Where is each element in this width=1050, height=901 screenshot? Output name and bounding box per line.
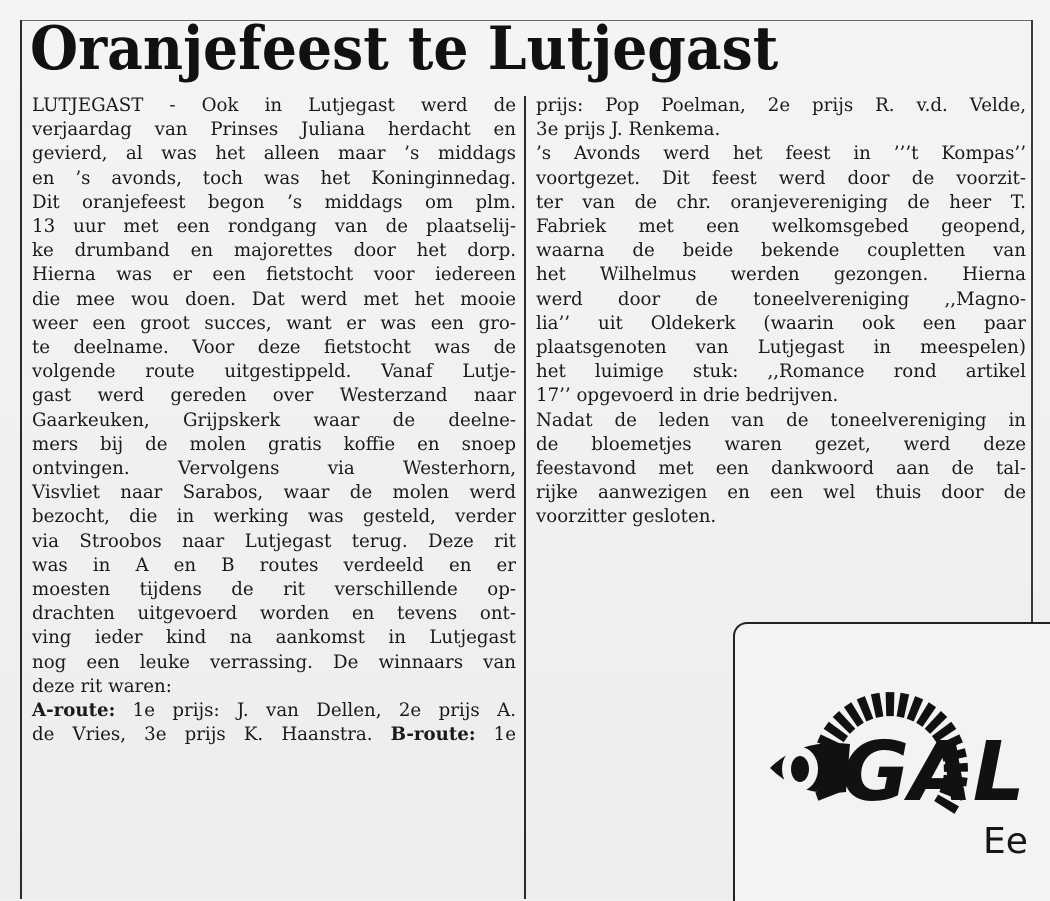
route-a-winners-cont: de Vries, 3e prijs K. Haanstra. [32, 724, 391, 746]
article-line: verjaardag van Prinses Juliana herdacht en [32, 119, 516, 141]
article-line: 3e prijs J. Renkema. [536, 119, 721, 141]
article-line: de bloemetjes waren gezet, werd deze [536, 433, 1026, 455]
article-line: Hierna was er een fietstocht voor iedereen [32, 264, 516, 286]
logo-ring-inner-icon [791, 756, 809, 782]
article-line: lia’’ uit Oldekerk (waarin ook een paar [536, 312, 1026, 334]
sun-ray [871, 693, 884, 718]
article-line: volgende route uitgestippeld. Vanaf Lutje- [32, 361, 516, 383]
article-line: moesten tijdens de rit verschillende op- [32, 579, 516, 601]
article-line: waarna de beide bekende coupletten van [536, 240, 1026, 262]
article-line: mers bij de molen gratis koffie en snoep [32, 433, 516, 455]
article-line: plaatsgenoten van Lutjegast in meespelen) [536, 337, 1026, 359]
article-line: Fabriek met een welkomsgebed geopend, [536, 216, 1026, 238]
article-line: gevierd, al was het alleen maar ’s middags [32, 143, 516, 165]
article-line: was in A en B routes verdeeld en er [32, 554, 516, 576]
article-line: ter van de chr. oranjevereniging de heer T. [536, 191, 1026, 213]
article-line: voortgezet. Dit feest werd door de voorzit- [536, 167, 1026, 189]
article-line: 13 uur met een rondgang van de plaatselij- [32, 216, 516, 238]
article-line: Visvliet naar Sarabos, waar de molen werd [32, 482, 516, 504]
article-line: Dit oranjefeest begon ’s middags om plm. [32, 191, 516, 213]
article-line: het luimige stuk: ,,Romance rond artikel [536, 361, 1026, 383]
advert-logo-text: GAL [842, 725, 1026, 820]
article-line: te deelname. Voor deze fietstocht was de [32, 337, 516, 359]
article-line: ke drumband en majorettes door het dorp. [32, 240, 516, 262]
article-line: ’s Avonds werd het feest in ’’’t Kompas’’ [536, 143, 1026, 165]
article-line: en ’s avonds, toch was het Koninginnedag. [32, 167, 516, 189]
article-line: ving ieder kind na aankomst in Lutjegast [32, 627, 516, 649]
sun-ray [897, 693, 910, 718]
article-line: via Stroobos naar Lutjegast terug. Deze rit [32, 530, 516, 552]
article-line: LUTJEGAST - Ook in Lutjegast werd de [32, 95, 516, 116]
article-line: drachten uitgevoerd worden en tevens ont- [32, 603, 516, 625]
article-line: feestavond met een dankwoord aan de tal- [536, 458, 1026, 480]
article-headline: Oranjefeest te Lutjegast [30, 14, 779, 84]
article-line: die mee wou doen. Dat werd met het mooie [32, 288, 516, 310]
route-a-label: A-route: [32, 700, 116, 721]
article-line: nog een leuke verrassing. De winnaars van [32, 651, 516, 673]
article-line: gast werd gereden over Westerzand naar [32, 385, 516, 407]
route-b-winners-start: 1e [475, 724, 516, 746]
article-line: deze rit waren: [32, 675, 172, 697]
article-line: bezocht, die in werking was gesteld, verder [32, 506, 516, 528]
article-line: Gaarkeuken, Grijpskerk waar de deelne- [32, 409, 516, 431]
article-line: prijs: Pop Poelman, 2e prijs R. v.d. Velde, [536, 95, 1026, 116]
article-line: Nadat de leden van de toneelvereniging in [536, 409, 1026, 431]
article-line: werd door de toneelvereniging ,,Magno- [536, 288, 1026, 310]
route-b-label: B-route: [390, 724, 476, 746]
article-line: 17’’ opgevoerd in drie bedrijven. [536, 385, 839, 407]
sun-ray [886, 692, 895, 716]
article-line: ontvingen. Vervolgens via Westerhorn, [32, 458, 516, 480]
article-line: rijke aanwezigen en een wel thuis door de [536, 482, 1026, 504]
advert-tagline: Ee [983, 821, 1028, 862]
route-a-winners: 1e prijs: J. van Dellen, 2e prijs A. [115, 700, 516, 721]
article-line: het Wilhelmus werden gezongen. Hierna [536, 264, 1026, 286]
article-line: weer een groot succes, want er was een gro- [32, 312, 516, 334]
article-line: voorzitter gesloten. [536, 506, 717, 528]
